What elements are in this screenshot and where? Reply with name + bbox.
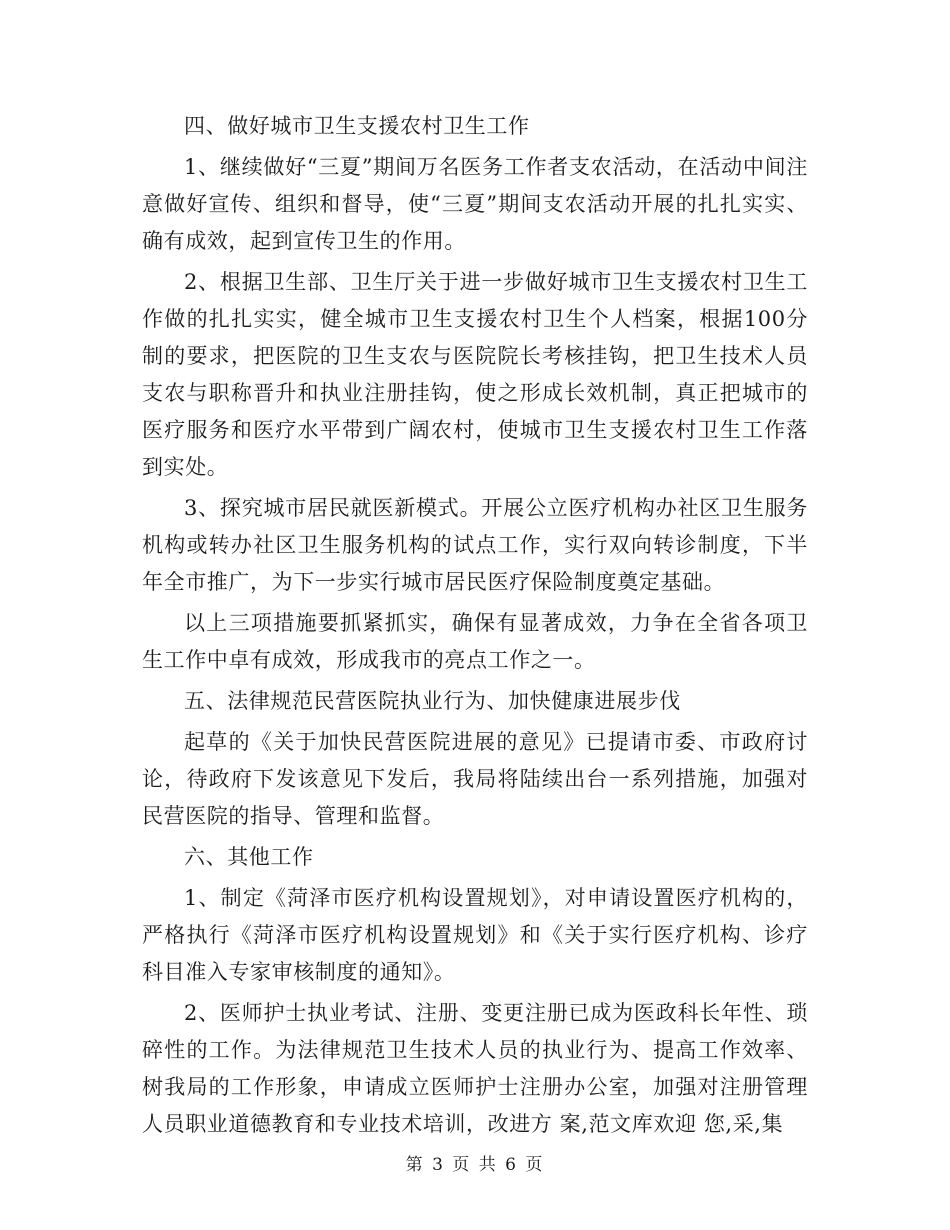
paragraph: 1、继续做好“三夏”期间万名医务工作者支农活动，在活动中间注意做好宣传、组织和督导，使“三夏”期间支农活动开展的扎扎实实、确有成效，起到宣传卫生的作用。	[142, 155, 808, 253]
section-heading-5: 五、法律规范民营医院执业行为、加快健康进展步伐	[184, 689, 681, 713]
document-body	[142, 108, 808, 1143]
section-heading-6: 六、其他工作	[184, 845, 314, 869]
section-heading-4: 四、做好城市卫生支援农村卫生工作	[184, 114, 530, 138]
page-number-footer: 第 3 页 共 6 页	[405, 1155, 545, 1175]
paragraph: 2、医师护士执业考试、注册、变更注册已成为医政科长年性、琐碎性的工作。为法律规范卫生技术人员的执业行为、提高工作效率、树我局的工作形象，申请成立医师护士注册办公室，加强对注册管理人员职业道德教育和专业技术培训，改进方 案,范文库欢迎 您,采,集	[142, 1001, 808, 1136]
paragraph: 3、探究城市居民就医新模式。开展公立医疗机构办社区卫生服务机构或转办社区卫生服务机构的试点工作，实行双向转诊制度，下半年全市推广，为下一步实行城市居民医疗保险制度奠定基础。	[142, 496, 808, 594]
paragraph: 1、制定《菏泽市医疗机构设置规划》，对申请设置医疗机构的，严格执行《菏泽市医疗机构设置规划》和《关于实行医疗机构、诊疗科目准入专家审核制度的通知》。	[142, 886, 808, 984]
paragraph: 起草的《关于加快民营医院进展的意见》已提请市委、市政府讨论，待政府下发该意见下发后，我局将陆续出台一系列措施，加强对民营医院的指导、管理和监督。	[142, 730, 808, 828]
paragraph: 2、根据卫生部、卫生厅关于进一步做好城市卫生支援农村卫生工作做的扎扎实实，健全城市卫生支援农村卫生个人档案，根据100分制的要求，把医院的卫生支农与医院院长考核挂钩，把卫生技术人员支农与职称晋升和执业注册挂钩，使之形成长效机制，真正把城市的医疗服务和医疗水平带到广阔农村，使城市卫生支援农村卫生工作落到实处。	[142, 270, 808, 479]
paragraph: 以上三项措施要抓紧抓实，确保有显著成效，力争在全省各项卫生工作中卓有成效，形成我市的亮点工作之一。	[142, 611, 808, 672]
